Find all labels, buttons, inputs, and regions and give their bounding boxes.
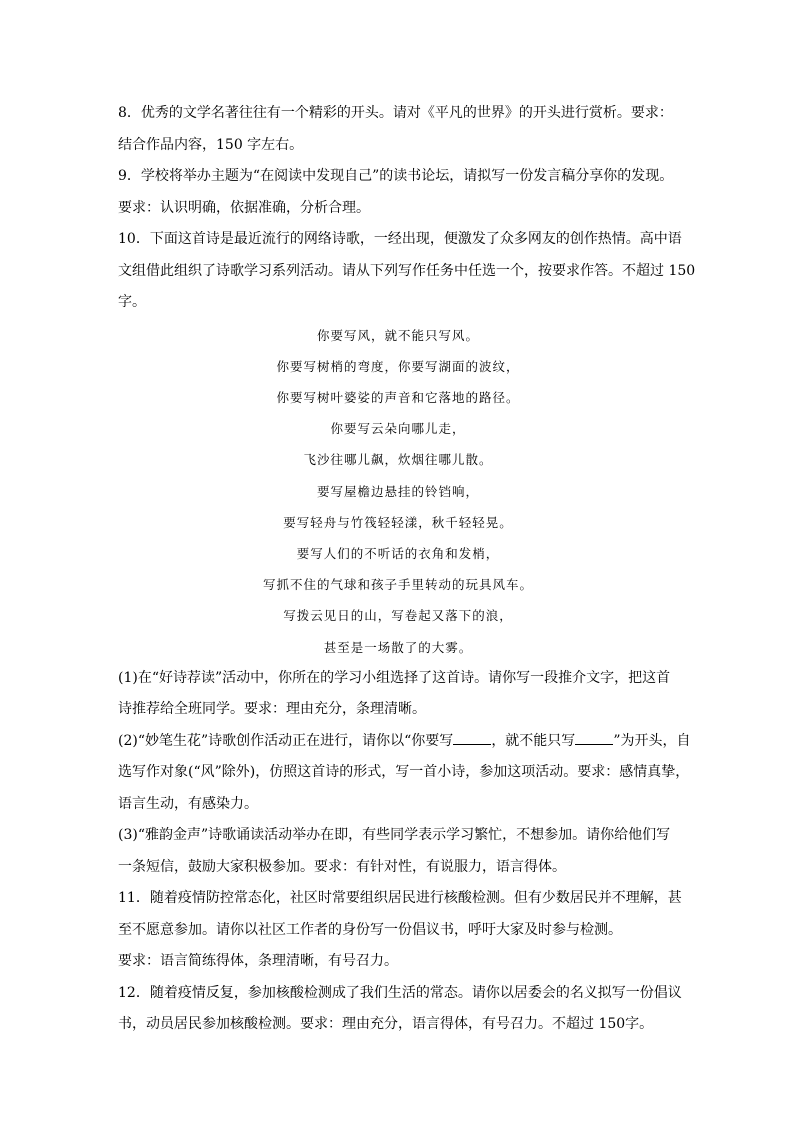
question-text: 文组借此组织了诗歌学习系列活动。请从下列写作任务中任选一个，按要求作答。不超过 150	[118, 262, 696, 279]
question-text: 11．随着疫情防控常态化，社区时常要组织居民进行核酸检测。但有少数居民并不理解，甚	[118, 890, 682, 907]
document-page	[118, 98, 696, 1041]
task-text: (3)“雅韵金声”诗歌诵读活动举办在即，有些同学表示学习繁忙，不想参加。请你给他们写	[118, 827, 671, 844]
question-9	[118, 161, 678, 224]
poem	[118, 320, 678, 663]
fill-blank	[575, 732, 613, 745]
poem-line: 写抓不住的气球和孩子手里转动的玩具风车。	[262, 577, 533, 593]
fill-blank	[453, 732, 491, 745]
poem-line: 要写人们的不听话的衣角和发梢，	[296, 545, 500, 561]
task-1	[118, 663, 678, 726]
question-12	[118, 978, 682, 1041]
poem-line: 你要写树叶婆娑的声音和它落地的路径。	[276, 389, 520, 405]
question-text: 10．下面这首诗是最近流行的网络诗歌，一经出现，便激发了众多网友的创作热情。高中语	[118, 231, 682, 247]
poem-line: 飞沙往哪儿飙，炊烟往哪儿散。	[303, 452, 493, 468]
task-text: 诗推荐给全班同学。要求：理由充分，条理清晰。	[118, 701, 426, 718]
task-2	[118, 726, 691, 821]
poem-line: 你要写云朵向哪儿走，	[330, 421, 466, 437]
question-text: 至不愿意参加。请你以社区工作者的身份写一份倡议书，呼吁大家及时参与检测。	[118, 921, 622, 938]
question-11	[118, 883, 682, 978]
poem-line: 写拨云见日的山，写卷起又落下的浪，	[283, 608, 513, 624]
poem-line: 要写轻舟与竹筏轻轻漾，秋千轻轻晃。	[283, 514, 513, 530]
poem-line: 甚至是一场散了的大雾。	[323, 639, 473, 655]
question-text: 要求：语言简练得体，条理清晰，有号召力。	[118, 953, 398, 970]
question-text: 9．学校将举办主题为“在阅读中发现自己”的读书论坛，请拟写一份发言稿分享你的发现。	[118, 168, 674, 184]
task-text: 语言生动，有感染力。	[118, 795, 258, 812]
question-text: 结合作品内容，150 字左右。	[118, 136, 304, 153]
question-8	[118, 98, 678, 161]
question-text: 字。	[118, 294, 146, 310]
task-text: ，就不能只写	[491, 732, 576, 749]
question-text: 要求：认识明确，依据准确，分析合理。	[118, 199, 370, 216]
task-text: (1)在“好诗荐读”活动中，你所在的学习小组选择了这首诗。请你写一段推介文字，把这首	[118, 669, 671, 686]
question-10	[118, 224, 696, 883]
task-text: (2)“妙笔生花”诗歌创作活动正在进行，请你以“你要写	[118, 732, 454, 749]
task-text: ”为开头，自	[613, 732, 691, 749]
question-text: 8．优秀的文学名著往往有一个精彩的开头。请对《平凡的世界》的开头进行赏析。要求：	[118, 105, 673, 121]
task-text: 一条短信，鼓励大家积极参加。要求：有针对性，有说服力，语言得体。	[118, 858, 566, 875]
task-text: 选写作对象(“风”除外)，仿照这首诗的形式，写一首小诗，参加这项活动。要求：感情真挚，	[118, 764, 690, 781]
poem-line: 你要写风，就不能只写风。	[316, 327, 479, 343]
poem-line: 要写屋檐边悬挂的铃铛响，	[316, 483, 479, 499]
question-text: 12．随着疫情反复，参加核酸检测成了我们生活的常态。请你以居委会的名义拟写一份倡议	[118, 984, 682, 1001]
task-text-with-blanks	[118, 726, 691, 758]
question-text: 书，动员居民参加核酸检测。要求：理由充分，语言得体，有号召力。不超过 150字。	[118, 1016, 654, 1033]
task-3	[118, 820, 678, 883]
poem-line: 你要写树梢的弯度，你要写湖面的波纹，	[276, 358, 520, 374]
